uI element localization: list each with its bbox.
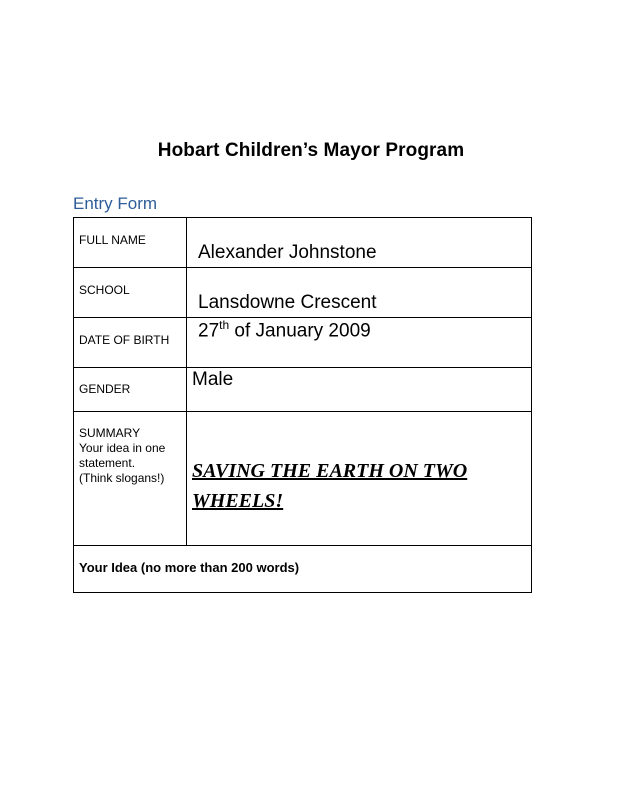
form-subtitle: Entry Form [73,194,158,213]
summary-label: SUMMARY [79,426,141,440]
summary-label-block [79,426,165,486]
summary-hint-2: statement. [79,456,136,470]
dob-field[interactable] [187,318,532,368]
page-title: Hobart Children’s Mayor Program [157,140,465,161]
summary-hint-3: (Think slogans!) [79,471,165,485]
school-label-cell [74,268,187,318]
gender-label-cell [74,368,187,412]
table-row-school [74,268,532,318]
dob-label-cell [74,318,187,368]
dob-suffix: th [219,318,230,332]
school-field[interactable] [187,268,532,318]
your-idea-field[interactable] [74,546,532,593]
your-idea-label: Your Idea (no more than 200 words) [79,560,300,575]
gender-value: Male [192,369,234,390]
entry-form-table [73,217,532,593]
dob-rest: of January 2009 [229,320,371,342]
dob-day: 27 [198,320,220,342]
gender-label: GENDER [79,382,131,396]
full-name-field[interactable] [187,218,532,268]
table-row-date-of-birth [74,318,532,368]
summary-hint-1: Your idea in one [79,441,166,455]
table-row-summary [74,412,532,546]
gender-field[interactable] [187,368,532,412]
table-row-your-idea [74,546,532,593]
table-row-full-name [74,218,532,268]
full-name-label: FULL NAME [79,233,146,247]
table-row-gender [74,368,532,412]
summary-field[interactable] [187,412,532,546]
school-value: Lansdowne Crescent [198,292,377,313]
dob-label: DATE OF BIRTH [79,333,170,347]
full-name-label-cell [74,218,187,268]
summary-label-cell [74,412,187,546]
dob-value [198,318,371,342]
summary-slogan: SAVING THE EARTH ON TWO WHEELS! [192,460,468,512]
full-name-value: Alexander Johnstone [198,242,377,263]
school-label: SCHOOL [79,283,130,297]
